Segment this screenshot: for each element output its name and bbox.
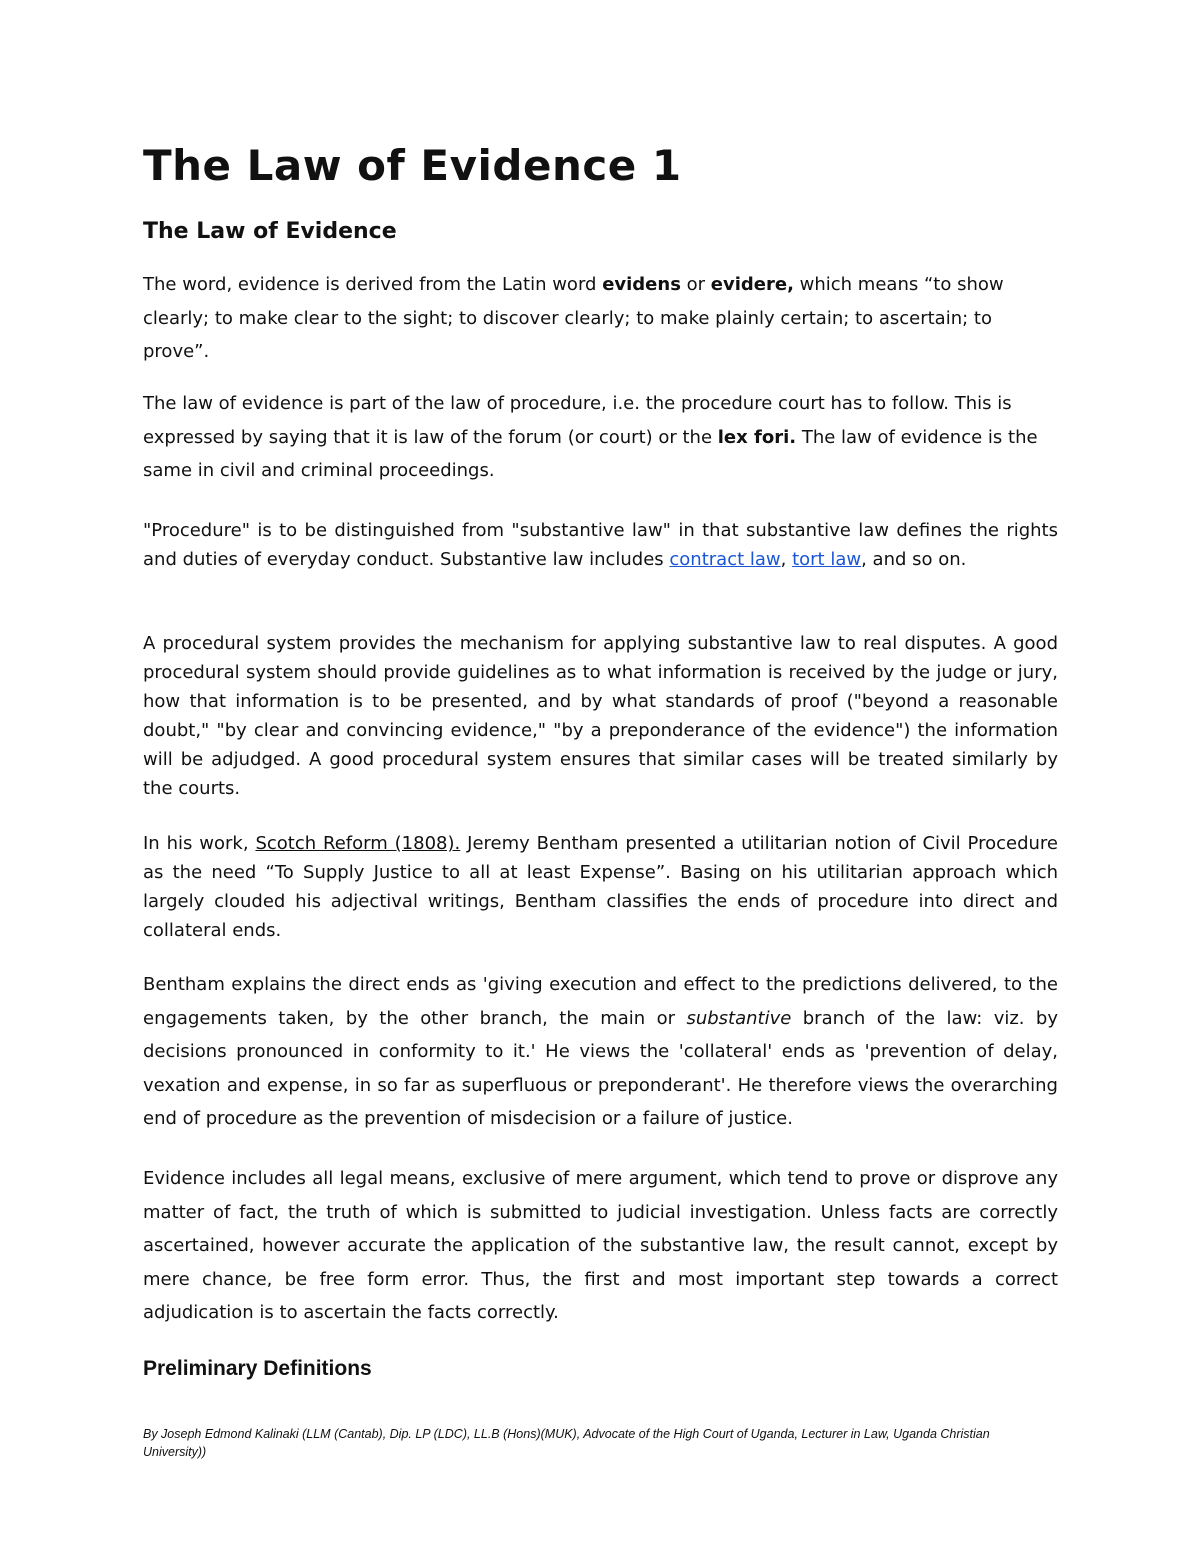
p6-text-a: Bentham explains the direct ends as 'giving execution and effect to the predictions delivered, to the engagements taken, by the other branch, the main or	[143, 974, 1058, 1029]
paragraph-procedure	[143, 387, 1058, 488]
work-title-scotch-reform: Scotch Reform (1808).	[255, 833, 461, 854]
author-footer: By Joseph Edmond Kalinaki (LLM (Cantab), Dip. LP (LDC), LL.B (Hons)(MUK), Advocate of the High Court of Uganda, Lecturer in Law, Uganda Christian University))	[143, 1427, 990, 1459]
p3-text-b: ,	[780, 549, 793, 570]
p1-text-e: which means “to show clearly; to make clear to the sight; to discover clearly; to make plainly certain; to ascertain; to prove”.	[143, 274, 1004, 362]
section-title: The Law of Evidence	[143, 219, 397, 244]
term-evidens: evidens	[602, 274, 681, 295]
p1-text-a: The word, evidence is derived from the Latin word	[143, 274, 603, 295]
p5-text-a: In his work,	[143, 833, 256, 854]
paragraph-bentham-ends	[143, 968, 1058, 1136]
paragraph-procedural-system	[143, 629, 1058, 803]
term-evidere: evidere,	[710, 274, 794, 295]
p2-text-a: The law of evidence is part of the law of procedure, i.e. the procedure court has to follow. This is expressed by saying that it is law of the forum (or court) or the	[143, 393, 1012, 448]
paragraph-evidence-definition	[143, 1162, 1058, 1330]
term-substantive: substantive	[686, 1007, 792, 1029]
link-tort-law[interactable]: tort law	[792, 549, 862, 570]
p5-text-c: Jeremy Bentham presented a utilitarian notion of Civil Procedure as the need “To Supply Justice to all at least Expense”. Basing on his utilitarian approach which largely clouded his adjectival writings, Bentham classifies the ends of procedure into direct and collateral ends.	[143, 833, 1058, 941]
p2-text-c: The law of evidence is the same in civil and criminal proceedings.	[143, 426, 1038, 481]
paragraph-bentham-work	[143, 829, 1058, 945]
p4-text: A procedural system provides the mechanism for applying substantive law to real disputes. A good procedural system should provide guidelines as to what information is received by the judge or jury, how that information is to be presented, and by what standards of proof ("beyond a reasonable doubt," "by clear and convincing evidence," "by a preponderance of the evidence") the information will be adjudged. A good procedural system ensures that similar cases will be treated similarly by the courts.	[143, 633, 1058, 799]
p3-text-a: "Procedure" is to be distinguished from "substantive law" in that substantive law defines the rights and duties of everyday conduct. Substantive law includes	[143, 520, 1058, 570]
p6-text-c: branch of the law: viz. by decisions pronounced in conformity to it.' He views the 'collateral' ends as 'prevention of delay, vexation and expense, in so far as superfluous or preponderant'. He therefore views the overarching end of procedure as the prevention of misdecision or a failure of justice.	[143, 1007, 1059, 1129]
p7-text: Evidence includes all legal means, exclusive of mere argument, which tend to prove or disprove any matter of fact, the truth of which is submitted to judicial investigation. Unless facts are correctly ascertained, however accurate the application of the substantive law, the result cannot, except by mere chance, be free form error. Thus, the first and most important step towards a correct adjudication is to ascertain the facts correctly.	[143, 1168, 1058, 1323]
p1-text-c: or	[680, 274, 711, 295]
paragraph-etymology	[143, 268, 1058, 369]
preliminary-definitions-heading: Preliminary Definitions	[143, 1357, 372, 1380]
document-title: The Law of Evidence 1	[143, 141, 682, 190]
term-lex-fori: lex fori.	[717, 426, 797, 448]
p3-text-c: , and so on.	[861, 549, 967, 570]
paragraph-substantive-law	[143, 516, 1058, 574]
link-contract-law[interactable]: contract law	[669, 549, 781, 570]
